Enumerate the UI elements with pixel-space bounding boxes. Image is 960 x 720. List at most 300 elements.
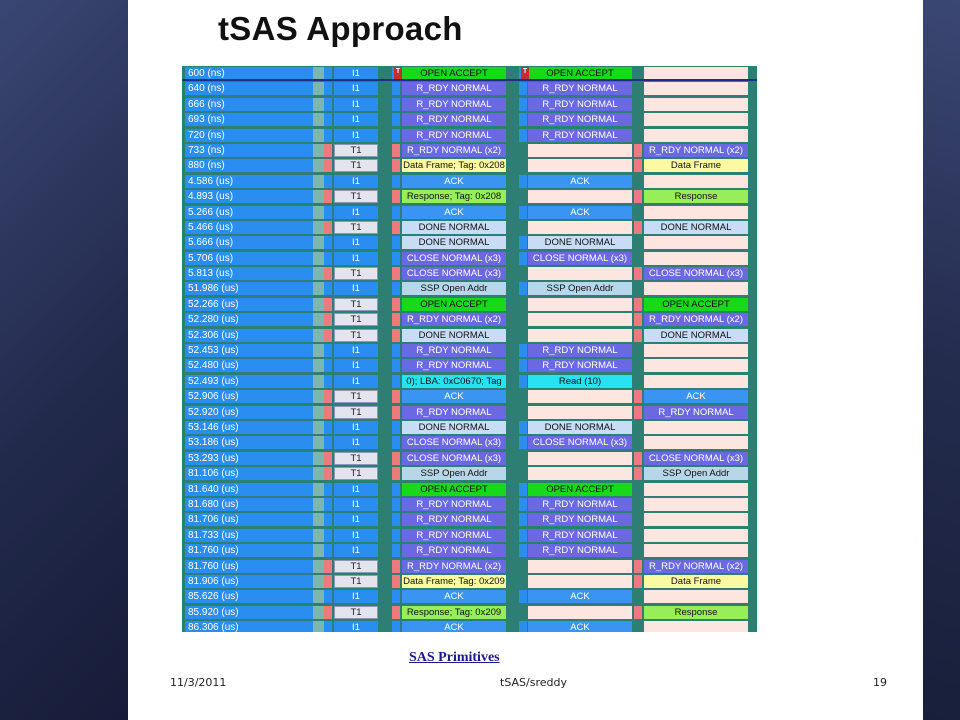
trace-cell-initiator (528, 267, 632, 280)
trace-port-cell: I1 (334, 421, 378, 434)
trace-row[interactable] (182, 528, 757, 543)
column-b-indicator (519, 467, 527, 480)
trace-cell-target (644, 98, 748, 111)
trace-time-cell: 880 (ns) (185, 159, 313, 172)
trace-spacer (313, 98, 324, 111)
trace-cell-combined: CLOSE NORMAL (x3) (402, 452, 506, 465)
column-b-indicator (519, 359, 527, 372)
trace-cell-initiator: R_RDY NORMAL (528, 529, 632, 542)
trace-cell-initiator (528, 560, 632, 573)
trace-time-cell: 81.640 (us) (185, 483, 313, 496)
trace-time-cell: 666 (ns) (185, 98, 313, 111)
trace-row[interactable] (182, 512, 757, 527)
column-b-indicator (519, 190, 527, 203)
trace-cell-combined: OPEN ACCEPT (402, 67, 506, 80)
trace-time-cell: 81.706 (us) (185, 513, 313, 526)
trace-cell-combined: R_RDY NORMAL (402, 98, 506, 111)
trace-spacer (313, 513, 324, 526)
column-a-indicator (392, 267, 400, 280)
trace-cell-target (644, 498, 748, 511)
trace-row[interactable] (182, 158, 757, 173)
trace-cell-combined: R_RDY NORMAL (402, 129, 506, 142)
trace-spacer (313, 359, 324, 372)
column-c-indicator (634, 221, 642, 234)
trace-cell-combined: SSP Open Addr (402, 282, 506, 295)
trace-cell-initiator: OPEN ACCEPT (528, 483, 632, 496)
trace-port-cell: I1 (334, 375, 378, 388)
trace-cell-combined: CLOSE NORMAL (x3) (402, 252, 506, 265)
column-c-indicator (634, 560, 642, 573)
trace-time-cell: 81.760 (us) (185, 544, 313, 557)
trace-cell-combined: Response; Tag: 0x209 (402, 606, 506, 619)
trace-row[interactable] (182, 189, 757, 204)
column-c-indicator (634, 467, 642, 480)
trace-row[interactable] (182, 466, 757, 481)
trace-cell-initiator (528, 467, 632, 480)
trace-port-cell: I1 (334, 436, 378, 449)
trace-port-cell: I1 (334, 236, 378, 249)
trace-port-cell: I1 (334, 129, 378, 142)
trace-spacer (313, 82, 324, 95)
trace-row[interactable] (182, 589, 757, 604)
trace-row[interactable] (182, 374, 757, 389)
trace-spacer (313, 436, 324, 449)
trace-cell-initiator (528, 144, 632, 157)
column-c-indicator (634, 375, 642, 388)
trace-port-cell: I1 (334, 344, 378, 357)
column-a-indicator (392, 390, 400, 403)
trace-port-cell: I1 (334, 67, 378, 80)
trace-cell-target: SSP Open Addr (644, 467, 748, 480)
trace-cell-combined: 0); LBA: 0xC0670; Tag (402, 375, 506, 388)
trace-row[interactable] (182, 205, 757, 220)
column-b-indicator (519, 344, 527, 357)
direction-indicator (324, 344, 332, 357)
column-b-indicator (519, 267, 527, 280)
column-b-indicator (519, 606, 527, 619)
grid-header-line (182, 79, 757, 81)
trace-cell-initiator: DONE NORMAL (528, 236, 632, 249)
trace-cell-target (644, 359, 748, 372)
column-c-indicator (634, 421, 642, 434)
protocol-trace-grid[interactable] (182, 66, 757, 632)
trace-cell-combined: R_RDY NORMAL (402, 529, 506, 542)
column-a-indicator (392, 298, 400, 311)
trace-spacer (313, 252, 324, 265)
trace-cell-target (644, 252, 748, 265)
trace-row[interactable] (182, 281, 757, 296)
trace-spacer (313, 483, 324, 496)
column-a-indicator (392, 236, 400, 249)
trace-time-cell: 52.280 (us) (185, 313, 313, 326)
direction-indicator (324, 529, 332, 542)
trace-spacer (313, 529, 324, 542)
trace-time-cell: 53.186 (us) (185, 436, 313, 449)
trace-time-cell: 86.306 (us) (185, 621, 313, 632)
trace-row[interactable] (182, 358, 757, 373)
direction-indicator (324, 98, 332, 111)
trace-time-cell: 81.733 (us) (185, 529, 313, 542)
trace-cell-initiator (528, 329, 632, 342)
trace-port-cell: T1 (334, 298, 378, 311)
trace-cell-target: DONE NORMAL (644, 329, 748, 342)
direction-indicator (324, 113, 332, 126)
trace-cell-initiator (528, 190, 632, 203)
trace-cell-combined: OPEN ACCEPT (402, 483, 506, 496)
column-b-indicator (519, 282, 527, 295)
trace-spacer (313, 313, 324, 326)
column-a-indicator (392, 498, 400, 511)
trace-spacer (313, 267, 324, 280)
trace-row[interactable] (182, 297, 757, 312)
trace-port-cell: I1 (334, 282, 378, 295)
trace-cell-combined: R_RDY NORMAL (x2) (402, 313, 506, 326)
trace-time-cell: 52.453 (us) (185, 344, 313, 357)
column-a-indicator (392, 406, 400, 419)
trace-port-cell: I1 (334, 498, 378, 511)
trace-cell-initiator: ACK (528, 206, 632, 219)
trace-cell-initiator (528, 221, 632, 234)
trace-cell-target: R_RDY NORMAL (x2) (644, 313, 748, 326)
trace-cell-combined: ACK (402, 175, 506, 188)
trace-time-cell: 85.626 (us) (185, 590, 313, 603)
trace-port-cell: I1 (334, 98, 378, 111)
trace-spacer (313, 498, 324, 511)
trace-spacer (313, 560, 324, 573)
footer-author: tSAS/sreddy (500, 676, 567, 689)
column-b-indicator (519, 82, 527, 95)
trace-cell-combined: R_RDY NORMAL (402, 544, 506, 557)
trace-spacer (313, 621, 324, 632)
trace-cell-combined: Data Frame; Tag: 0x208 (403, 160, 505, 172)
direction-indicator (324, 544, 332, 557)
trace-time-cell: 51.986 (us) (185, 282, 313, 295)
trace-time-cell: 600 (ns) (185, 67, 313, 80)
column-b-indicator (519, 252, 527, 265)
trace-cell-target: R_RDY NORMAL (644, 406, 748, 419)
direction-indicator (324, 206, 332, 219)
column-a-indicator (392, 513, 400, 526)
trace-row[interactable] (182, 81, 757, 96)
trace-cell-target: R_RDY NORMAL (x2) (644, 560, 748, 573)
trace-spacer (313, 375, 324, 388)
column-b-indicator (519, 375, 527, 388)
trace-row[interactable] (182, 128, 757, 143)
column-c-indicator (634, 344, 642, 357)
trace-cell-target (644, 129, 748, 142)
trace-spacer (313, 344, 324, 357)
trace-cell-target: Data Frame (644, 575, 748, 588)
column-c-indicator (634, 359, 642, 372)
direction-indicator (324, 252, 332, 265)
direction-indicator (324, 221, 332, 234)
trace-time-cell: 81.760 (us) (185, 560, 313, 573)
direction-indicator (324, 621, 332, 632)
direction-indicator (324, 159, 332, 172)
column-c-indicator (634, 298, 642, 311)
trace-time-cell: 4.893 (us) (185, 190, 313, 203)
column-c-indicator (634, 252, 642, 265)
direction-indicator (324, 375, 332, 388)
trace-port-cell: T1 (334, 575, 378, 588)
trace-port-cell: T1 (334, 560, 378, 573)
column-c-indicator (634, 452, 642, 465)
trace-row[interactable] (182, 389, 757, 404)
trace-row[interactable] (182, 543, 757, 558)
trace-spacer (313, 406, 324, 419)
trace-port-cell: T1 (334, 190, 378, 203)
column-c-indicator (634, 282, 642, 295)
direction-indicator (324, 513, 332, 526)
trigger-flag-icon: T (521, 67, 529, 80)
trace-row[interactable] (182, 405, 757, 420)
trace-port-cell: T1 (334, 313, 378, 326)
direction-indicator (324, 236, 332, 249)
trace-spacer (313, 175, 324, 188)
trace-row[interactable] (182, 251, 757, 266)
trace-cell-target (644, 344, 748, 357)
direction-indicator (324, 421, 332, 434)
direction-indicator (324, 590, 332, 603)
trace-cell-combined: R_RDY NORMAL (402, 113, 506, 126)
trace-cell-initiator: OPEN ACCEPT (528, 67, 632, 80)
column-c-indicator (634, 606, 642, 619)
column-c-indicator (634, 129, 642, 142)
slide-number: 19 (873, 676, 887, 689)
trace-row[interactable] (182, 435, 757, 450)
column-c-indicator (634, 498, 642, 511)
column-c-indicator (634, 190, 642, 203)
trace-time-cell: 4.586 (us) (185, 175, 313, 188)
trace-port-cell: T1 (334, 406, 378, 419)
column-b-indicator (519, 98, 527, 111)
trace-port-cell: I1 (334, 529, 378, 542)
column-b-indicator (519, 298, 527, 311)
trace-cell-target (644, 113, 748, 126)
direction-indicator (324, 606, 332, 619)
trace-time-cell: 720 (ns) (185, 129, 313, 142)
column-a-indicator (392, 560, 400, 573)
column-b-indicator (519, 529, 527, 542)
trace-time-cell: 85.920 (us) (185, 606, 313, 619)
trace-port-cell: T1 (334, 144, 378, 157)
column-c-indicator (634, 390, 642, 403)
column-c-indicator (634, 113, 642, 126)
trace-cell-target (644, 483, 748, 496)
column-b-indicator (519, 236, 527, 249)
trace-cell-target: Data Frame (644, 159, 748, 172)
trace-cell-initiator: R_RDY NORMAL (528, 113, 632, 126)
column-a-indicator (392, 483, 400, 496)
trace-time-cell: 52.480 (us) (185, 359, 313, 372)
trace-time-cell: 53.293 (us) (185, 452, 313, 465)
direction-indicator (324, 190, 332, 203)
trace-port-cell: T1 (334, 329, 378, 342)
trace-spacer (313, 282, 324, 295)
trace-cell-target: Response (644, 190, 748, 203)
trace-time-cell: 5.266 (us) (185, 206, 313, 219)
trace-row[interactable] (182, 112, 757, 127)
column-a-indicator (392, 375, 400, 388)
trace-cell-target (644, 421, 748, 434)
trace-row[interactable] (182, 574, 757, 589)
trigger-flag-icon: T (394, 67, 402, 80)
trace-cell-combined: ACK (402, 390, 506, 403)
trace-row[interactable] (182, 605, 757, 620)
trace-cell-combined: Response; Tag: 0x208 (402, 190, 506, 203)
column-a-indicator (392, 82, 400, 95)
column-b-indicator (519, 513, 527, 526)
trace-row[interactable] (182, 143, 757, 158)
direction-indicator (324, 313, 332, 326)
trace-row[interactable] (182, 266, 757, 281)
direction-indicator (324, 406, 332, 419)
direction-indicator (324, 498, 332, 511)
trace-cell-initiator (528, 406, 632, 419)
trace-cell-initiator: R_RDY NORMAL (528, 544, 632, 557)
trace-time-cell: 81.906 (us) (185, 575, 313, 588)
column-a-indicator (392, 282, 400, 295)
trace-time-cell: 52.493 (us) (185, 375, 313, 388)
column-b-indicator (519, 313, 527, 326)
column-a-indicator (392, 436, 400, 449)
trace-cell-target (644, 282, 748, 295)
trace-cell-initiator (528, 298, 632, 311)
column-a-indicator (392, 606, 400, 619)
trace-cell-combined: DONE NORMAL (402, 221, 506, 234)
trace-port-cell: T1 (334, 159, 378, 172)
trace-row[interactable] (182, 497, 757, 512)
trace-port-cell: I1 (334, 113, 378, 126)
trace-row[interactable] (182, 328, 757, 343)
trace-port-cell: T1 (334, 267, 378, 280)
column-b-indicator (519, 206, 527, 219)
trace-cell-initiator (528, 390, 632, 403)
trace-cell-initiator: CLOSE NORMAL (x3) (528, 436, 632, 449)
column-c-indicator (634, 175, 642, 188)
trace-port-cell: I1 (334, 590, 378, 603)
figure-caption: SAS Primitives (409, 650, 500, 665)
trace-cell-target (644, 82, 748, 95)
trace-row[interactable] (182, 482, 757, 497)
trace-cell-combined: R_RDY NORMAL (402, 406, 506, 419)
column-b-indicator (519, 144, 527, 157)
trace-cell-target (644, 621, 748, 632)
column-a-indicator (392, 544, 400, 557)
trace-cell-combined: R_RDY NORMAL (402, 344, 506, 357)
direction-indicator (324, 575, 332, 588)
column-a-indicator (392, 329, 400, 342)
trace-row[interactable] (182, 235, 757, 250)
direction-indicator (324, 267, 332, 280)
trace-cell-target (644, 590, 748, 603)
trace-port-cell: I1 (334, 175, 378, 188)
direction-indicator (324, 467, 332, 480)
trace-time-cell: 5.666 (us) (185, 236, 313, 249)
column-c-indicator (634, 98, 642, 111)
trace-row[interactable] (182, 343, 757, 358)
direction-indicator (324, 298, 332, 311)
trace-cell-initiator (528, 606, 632, 619)
trace-cell-combined: R_RDY NORMAL (402, 498, 506, 511)
trace-cell-combined: CLOSE NORMAL (x3) (402, 436, 506, 449)
trace-time-cell: 693 (ns) (185, 113, 313, 126)
trace-cell-initiator (528, 575, 632, 588)
direction-indicator (324, 282, 332, 295)
column-b-indicator (519, 129, 527, 142)
trace-port-cell: T1 (334, 390, 378, 403)
trace-port-cell: I1 (334, 359, 378, 372)
direction-indicator (324, 144, 332, 157)
column-c-indicator (634, 483, 642, 496)
trace-time-cell: 52.266 (us) (185, 298, 313, 311)
trace-time-cell: 52.906 (us) (185, 390, 313, 403)
trace-cell-combined: DONE NORMAL (402, 329, 506, 342)
direction-indicator (324, 175, 332, 188)
trace-spacer (313, 236, 324, 249)
trace-row[interactable] (182, 451, 757, 466)
trace-cell-target: R_RDY NORMAL (x2) (644, 144, 748, 157)
trace-row[interactable] (182, 97, 757, 112)
trace-cell-initiator (528, 159, 632, 172)
trace-cell-combined: Data Frame; Tag: 0x209 (403, 575, 505, 587)
trace-cell-initiator: R_RDY NORMAL (528, 498, 632, 511)
trace-row[interactable] (182, 620, 757, 632)
column-a-indicator (392, 206, 400, 219)
trace-port-cell: I1 (334, 206, 378, 219)
column-a-indicator (392, 590, 400, 603)
column-c-indicator (634, 159, 642, 172)
column-b-indicator (519, 159, 527, 172)
column-c-indicator (634, 144, 642, 157)
trace-spacer (313, 190, 324, 203)
column-b-indicator (519, 560, 527, 573)
trace-cell-initiator: R_RDY NORMAL (528, 98, 632, 111)
trace-cell-initiator: R_RDY NORMAL (528, 82, 632, 95)
trace-spacer (313, 606, 324, 619)
trace-port-cell: I1 (334, 544, 378, 557)
trace-spacer (313, 144, 324, 157)
column-c-indicator (634, 544, 642, 557)
trace-row[interactable] (182, 420, 757, 435)
trace-cell-target: OPEN ACCEPT (644, 298, 748, 311)
column-c-indicator (634, 82, 642, 95)
trace-row[interactable] (182, 220, 757, 235)
trace-row[interactable] (182, 312, 757, 327)
trace-cell-target (644, 436, 748, 449)
trace-port-cell: I1 (334, 513, 378, 526)
trace-cell-initiator: R_RDY NORMAL (528, 344, 632, 357)
trace-row[interactable] (182, 174, 757, 189)
direction-indicator (324, 129, 332, 142)
column-b-indicator (519, 390, 527, 403)
trace-spacer (313, 221, 324, 234)
trace-cell-initiator: ACK (528, 175, 632, 188)
trace-port-cell: I1 (334, 621, 378, 632)
trace-cell-initiator: R_RDY NORMAL (528, 129, 632, 142)
trace-time-cell: 53.146 (us) (185, 421, 313, 434)
column-b-indicator (519, 483, 527, 496)
column-a-indicator (392, 98, 400, 111)
footer-date: 11/3/2011 (170, 676, 227, 689)
trace-cell-target (644, 529, 748, 542)
trace-row[interactable] (182, 559, 757, 574)
direction-indicator (324, 560, 332, 573)
trace-cell-target (644, 236, 748, 249)
column-a-indicator (392, 467, 400, 480)
column-a-indicator (392, 359, 400, 372)
trace-time-cell: 81.680 (us) (185, 498, 313, 511)
